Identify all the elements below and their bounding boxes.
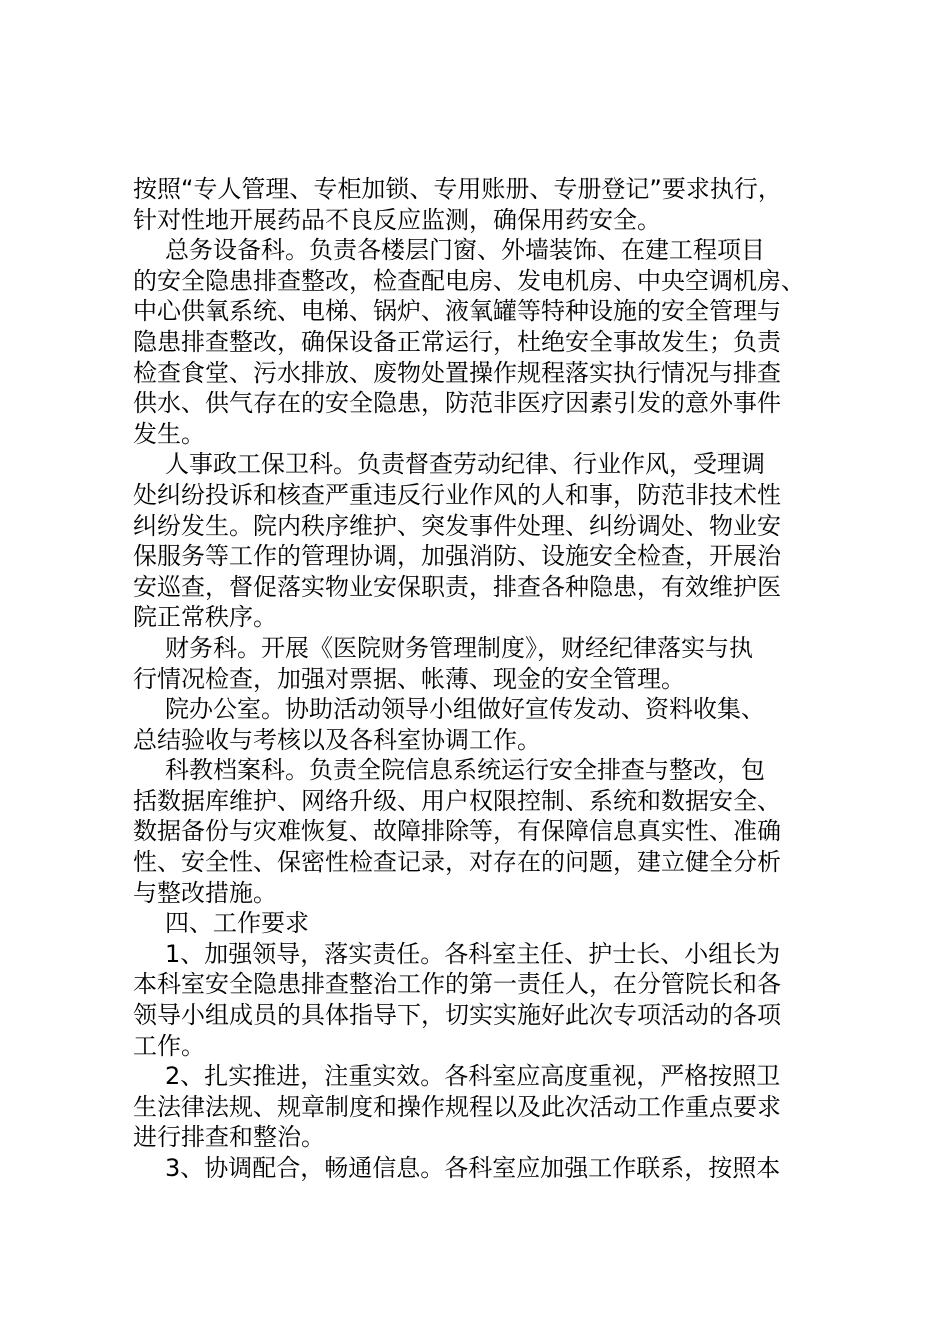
text-line: 院正常秩序。 bbox=[133, 603, 277, 632]
text-line: 纠纷发生。院内秩序维护、突发事件处理、纠纷调处、物业安 bbox=[133, 511, 781, 540]
text-line: 安巡查，督促落实物业安保职责，排查各种隐患，有效维护医 bbox=[133, 572, 781, 601]
paragraph-start-line: 2、扎实推进，注重实效。各科室应高度重视，严格按照卫 bbox=[165, 1062, 781, 1091]
text-line: 发生。 bbox=[133, 419, 205, 448]
paragraph-start-line: 总务设备科。负责各楼层门窗、外墙装饰、在建工程项目 bbox=[165, 236, 765, 265]
paragraph-start-line: 科教档案科。负责全院信息系统运行安全排查与整改，包 bbox=[165, 756, 765, 785]
text-line: 工作。 bbox=[133, 1031, 205, 1060]
text-line: 总结验收与考核以及各科室协调工作。 bbox=[133, 725, 541, 754]
text-line: 隐患排查整改，确保设备正常运行，杜绝安全事故发生；负责 bbox=[133, 327, 781, 356]
text-line: 性、安全性、保密性检查记录，对存在的问题，建立健全分析 bbox=[133, 848, 781, 877]
paragraph-start-line: 财务科。开展《医院财务管理制度》，财经纪律落实与执 bbox=[165, 633, 753, 662]
text-line: 数据备份与灾难恢复、故障排除等，有保障信息真实性、准确 bbox=[133, 817, 781, 846]
text-line: 中心供氧系统、电梯、锅炉、液氧罐等特种设施的安全管理与 bbox=[133, 297, 781, 326]
text-line: 供水、供气存在的安全隐患，防范非医疗因素引发的意外事件 bbox=[133, 389, 781, 418]
text-line: 的安全隐患排查整改，检查配电房、发电机房、中央空调机房、 bbox=[133, 266, 805, 295]
text-line: 生法律法规、规章制度和操作规程以及此次活动工作重点要求 bbox=[133, 1092, 781, 1121]
paragraph-start-line: 3、协调配合，畅通信息。各科室应加强工作联系，按照本 bbox=[165, 1154, 781, 1182]
text-line: 领导小组成员的具体指导下，切实实施好此次专项活动的各项 bbox=[133, 1001, 781, 1030]
paragraph-start-line: 人事政工保卫科。负责督查劳动纪律、行业作风，受理调 bbox=[165, 450, 765, 479]
section-heading: 四、工作要求 bbox=[165, 909, 309, 938]
text-line: 检查食堂、污水排放、废物处置操作规程落实执行情况与排查 bbox=[133, 358, 781, 387]
paragraph-start-line: 1、加强领导，落实责任。各科室主任、护士长、小组长为 bbox=[165, 939, 781, 968]
text-line: 本科室安全隐患排查整治工作的第一责任人，在分管院长和各 bbox=[133, 970, 781, 999]
text-line: 进行排查和整治。 bbox=[133, 1123, 325, 1152]
text-line: 处纠纷投诉和核查严重违反行业作风的人和事，防范非技术性 bbox=[133, 480, 781, 509]
text-line: 保服务等工作的管理协调，加强消防、设施安全检查，开展治 bbox=[133, 542, 781, 571]
text-line: 行情况检查，加强对票据、帐薄、现金的安全管理。 bbox=[133, 664, 685, 693]
text-line: 针对性地开展药品不良反应监测，确保用药安全。 bbox=[133, 205, 661, 234]
text-line: 按照“专人管理、专柜加锁、专用账册、专册登记”要求执行， bbox=[133, 175, 782, 203]
text-line: 与整改措施。 bbox=[133, 878, 277, 907]
text-line: 括数据库维护、网络升级、用户权限控制、系统和数据安全、 bbox=[133, 786, 781, 815]
paragraph-start-line: 院办公室。协助活动领导小组做好宣传发动、资料收集、 bbox=[165, 695, 765, 724]
document-body bbox=[133, 174, 853, 1184]
